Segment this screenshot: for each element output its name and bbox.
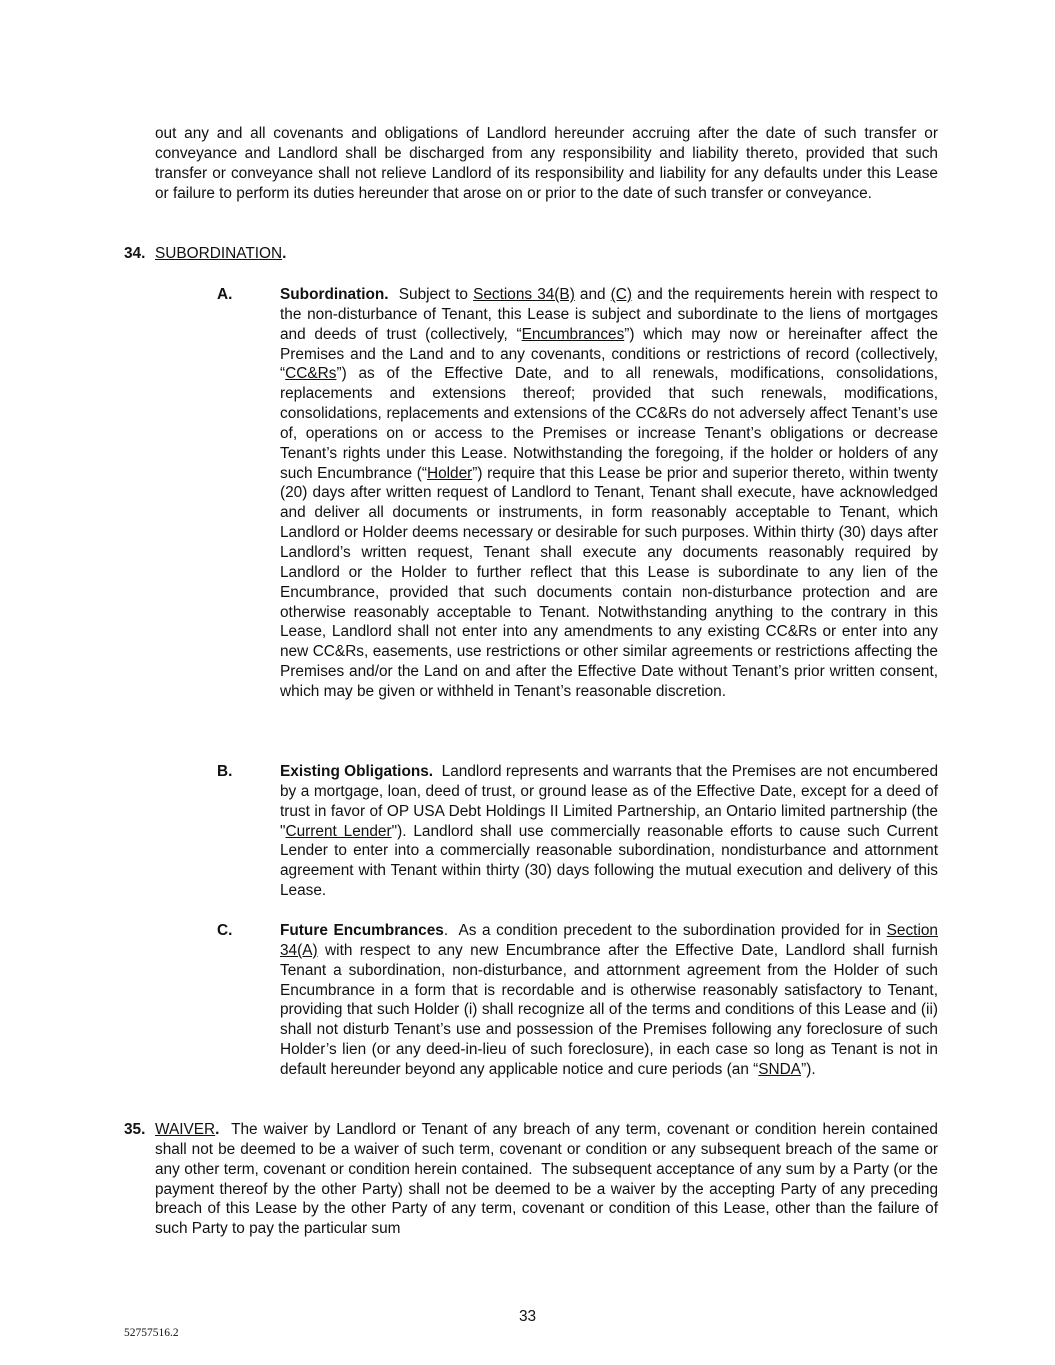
section-35-title-punct: . [215,1121,220,1138]
continuation-paragraph: out any and all covenants and obligations of Landlord hereunder accruing after the date of such transfer or conveyance and Landlord shall be discharged from any responsibility and liability thereto, provided that such transfer or conveyance shall not relieve Landlord of its responsibility and liability for any defaults under this Lease or failure to perform its duties hereunder that arose on or prior to the date of such transfer or conveyance. [155,125,938,202]
subsection-c-letter: C. [217,922,233,939]
subsection-c-text-3: ”). [801,1060,816,1078]
subsection-a-body [280,285,938,702]
subsection-a-text-5: ”) as of the Effective Date, and to all renewals, modifications, consolidations, replacements and extensions thereof; provided that such renewals, modifications, consolidations, replacements and extensions of the CC&Rs do not adversely affect Tenant’s use of, operations on or access to the Premises or increase Tenant’s obligations or decrease Tenant’s rights under this Lease. Notwithstanding the foregoing, if the holder or holders of any such Encumbrance (“ [280,365,938,482]
subsection-a-text-1: Subject to [388,286,474,303]
section-35-number: 35. [124,1121,146,1138]
subsection-a-ref-c: (C) [610,286,633,303]
section-34-title-punct: . [282,245,287,262]
page-number: 33 [518,1308,537,1325]
subsection-c-def-snda: SNDA [758,1060,802,1078]
subsection-a-ref-sections-34b: Sections 34(B) [473,286,575,303]
subsection-a-def-holder: Holder [426,464,473,482]
section-35-text: The waiver by Landlord or Tenant of any breach of any term, covenant or condition herein contained shall not be deemed to be a waiver of such term, covenant or condition or any subsequent breach of the same or any other term, covenant or condition herein contained. The subsequent acceptance of any sum by a Party (or the payment thereof by the other Party) shall not be deemed to be a waiver by the accepting Party of any preceding breach of this Lease by the other Party of any term, covenant or condition of this Lease, other than the failure of such Party to pay the particular sum [155,1121,943,1238]
subsection-a-def-ccrs: CC&Rs [285,365,337,383]
subsection-b-body [280,762,943,901]
subsection-c-heading: Future Encumbrances [280,922,444,939]
document-id: 52757516.2 [124,1327,179,1339]
subsection-b-def-current-lender: Current Lender [285,822,392,840]
section-34-title-wrap [155,244,286,264]
subsection-b-text-2: "). Landlord shall use commercially reasonable efforts to cause such Current Lender to enter into a commercially reasonable subordination, nondisturbance and attornment agreement with Tenant within thirty (30) days following the mutual execution and delivery of this Lease. [280,822,938,900]
subsection-b-letter: B. [217,763,233,780]
subsection-a-def-encumbrances: Encumbrances [521,325,625,343]
subsection-c-ref-section-34a: Section 34(A) [280,922,938,959]
section-34-title: SUBORDINATION [155,245,283,262]
section-34-heading [124,244,287,264]
subsection-a-text-4: ”) which may now or hereinafter affect the Premises and the Land and to any covenants, conditions or restrictions of record (collectively, “ [280,325,938,383]
subsection-c-body [280,921,938,1080]
subsection-a-text-3: and the requirements herein with respect to the non-disturbance of Tenant, this Lease is subject and subordinate to the liens of mortgages and deeds of trust (collectively, “ [280,286,938,343]
subsection-c-text-1: . As a condition precedent to the subordination provided for in [443,922,887,939]
subsection-b-heading: Existing Obligations. [280,763,434,780]
section-35-body [155,1120,943,1239]
subsection-a-heading: Subordination. [280,286,389,303]
subsection-b-text-1: Landlord represents and warrants that the Premises are not encumbered by a mortgage, loan, deed of trust, or ground lease as of the Effective Date, except for a deed of trust in favor of OP USA Debt Holdings II Limited Partnership, an Ontario limited partnership (the " [280,763,943,840]
subsection-a-letter: A. [217,286,233,303]
section-35-title: WAIVER [155,1121,216,1138]
subsection-a-text-6: ”) require that this Lease be prior and superior thereto, within twenty (20) days after written request of Landlord to Tenant, Tenant shall execute, have acknowledged and deliver all documents or instruments, in form reasonably acceptable to Tenant, which Landlord or Holder deems necessary or desirable for such purposes. Within thirty (30) days after Landlord’s written request, Tenant shall execute any documents reasonably required by Landlord or the Holder to further reflect that this Lease is subordinate to any lien of the Encumbrance, provided that such documents contain non-disturbance protection and are otherwise reasonably acceptable to Tenant. Notwithstanding anything to the contrary in this Lease, Landlord shall not enter into any amendments to any existing CC&Rs or enter into any new CC&Rs, easements, use restrictions or other similar agreements or restrictions affecting the Premises and/or the Land on and after the Effective Date without Tenant’s prior written consent, which may be given or withheld in Tenant’s reasonable discretion. [280,464,938,700]
subsection-a-text-2: and [574,286,611,303]
subsection-c-text-2: with respect to any new Encumbrance after the Effective Date, Landlord shall furnish Tenant a subordination, non-disturbance, and attornment agreement from the Holder of such Encumbrance in a form that is recordable and is otherwise reasonably satisfactory to Tenant, providing that such Holder (i) shall recognize all of the terms and conditions of this Lease and (ii) shall not disturb Tenant’s use and possession of the Premises following any foreclosure of such Holder’s lien (or any deed-in-lieu of such foreclosure), in each case so long as Tenant is not in default hereunder beyond any applicable notice and cure periods (an “ [280,941,938,1078]
section-34-number: 34. [124,245,146,262]
